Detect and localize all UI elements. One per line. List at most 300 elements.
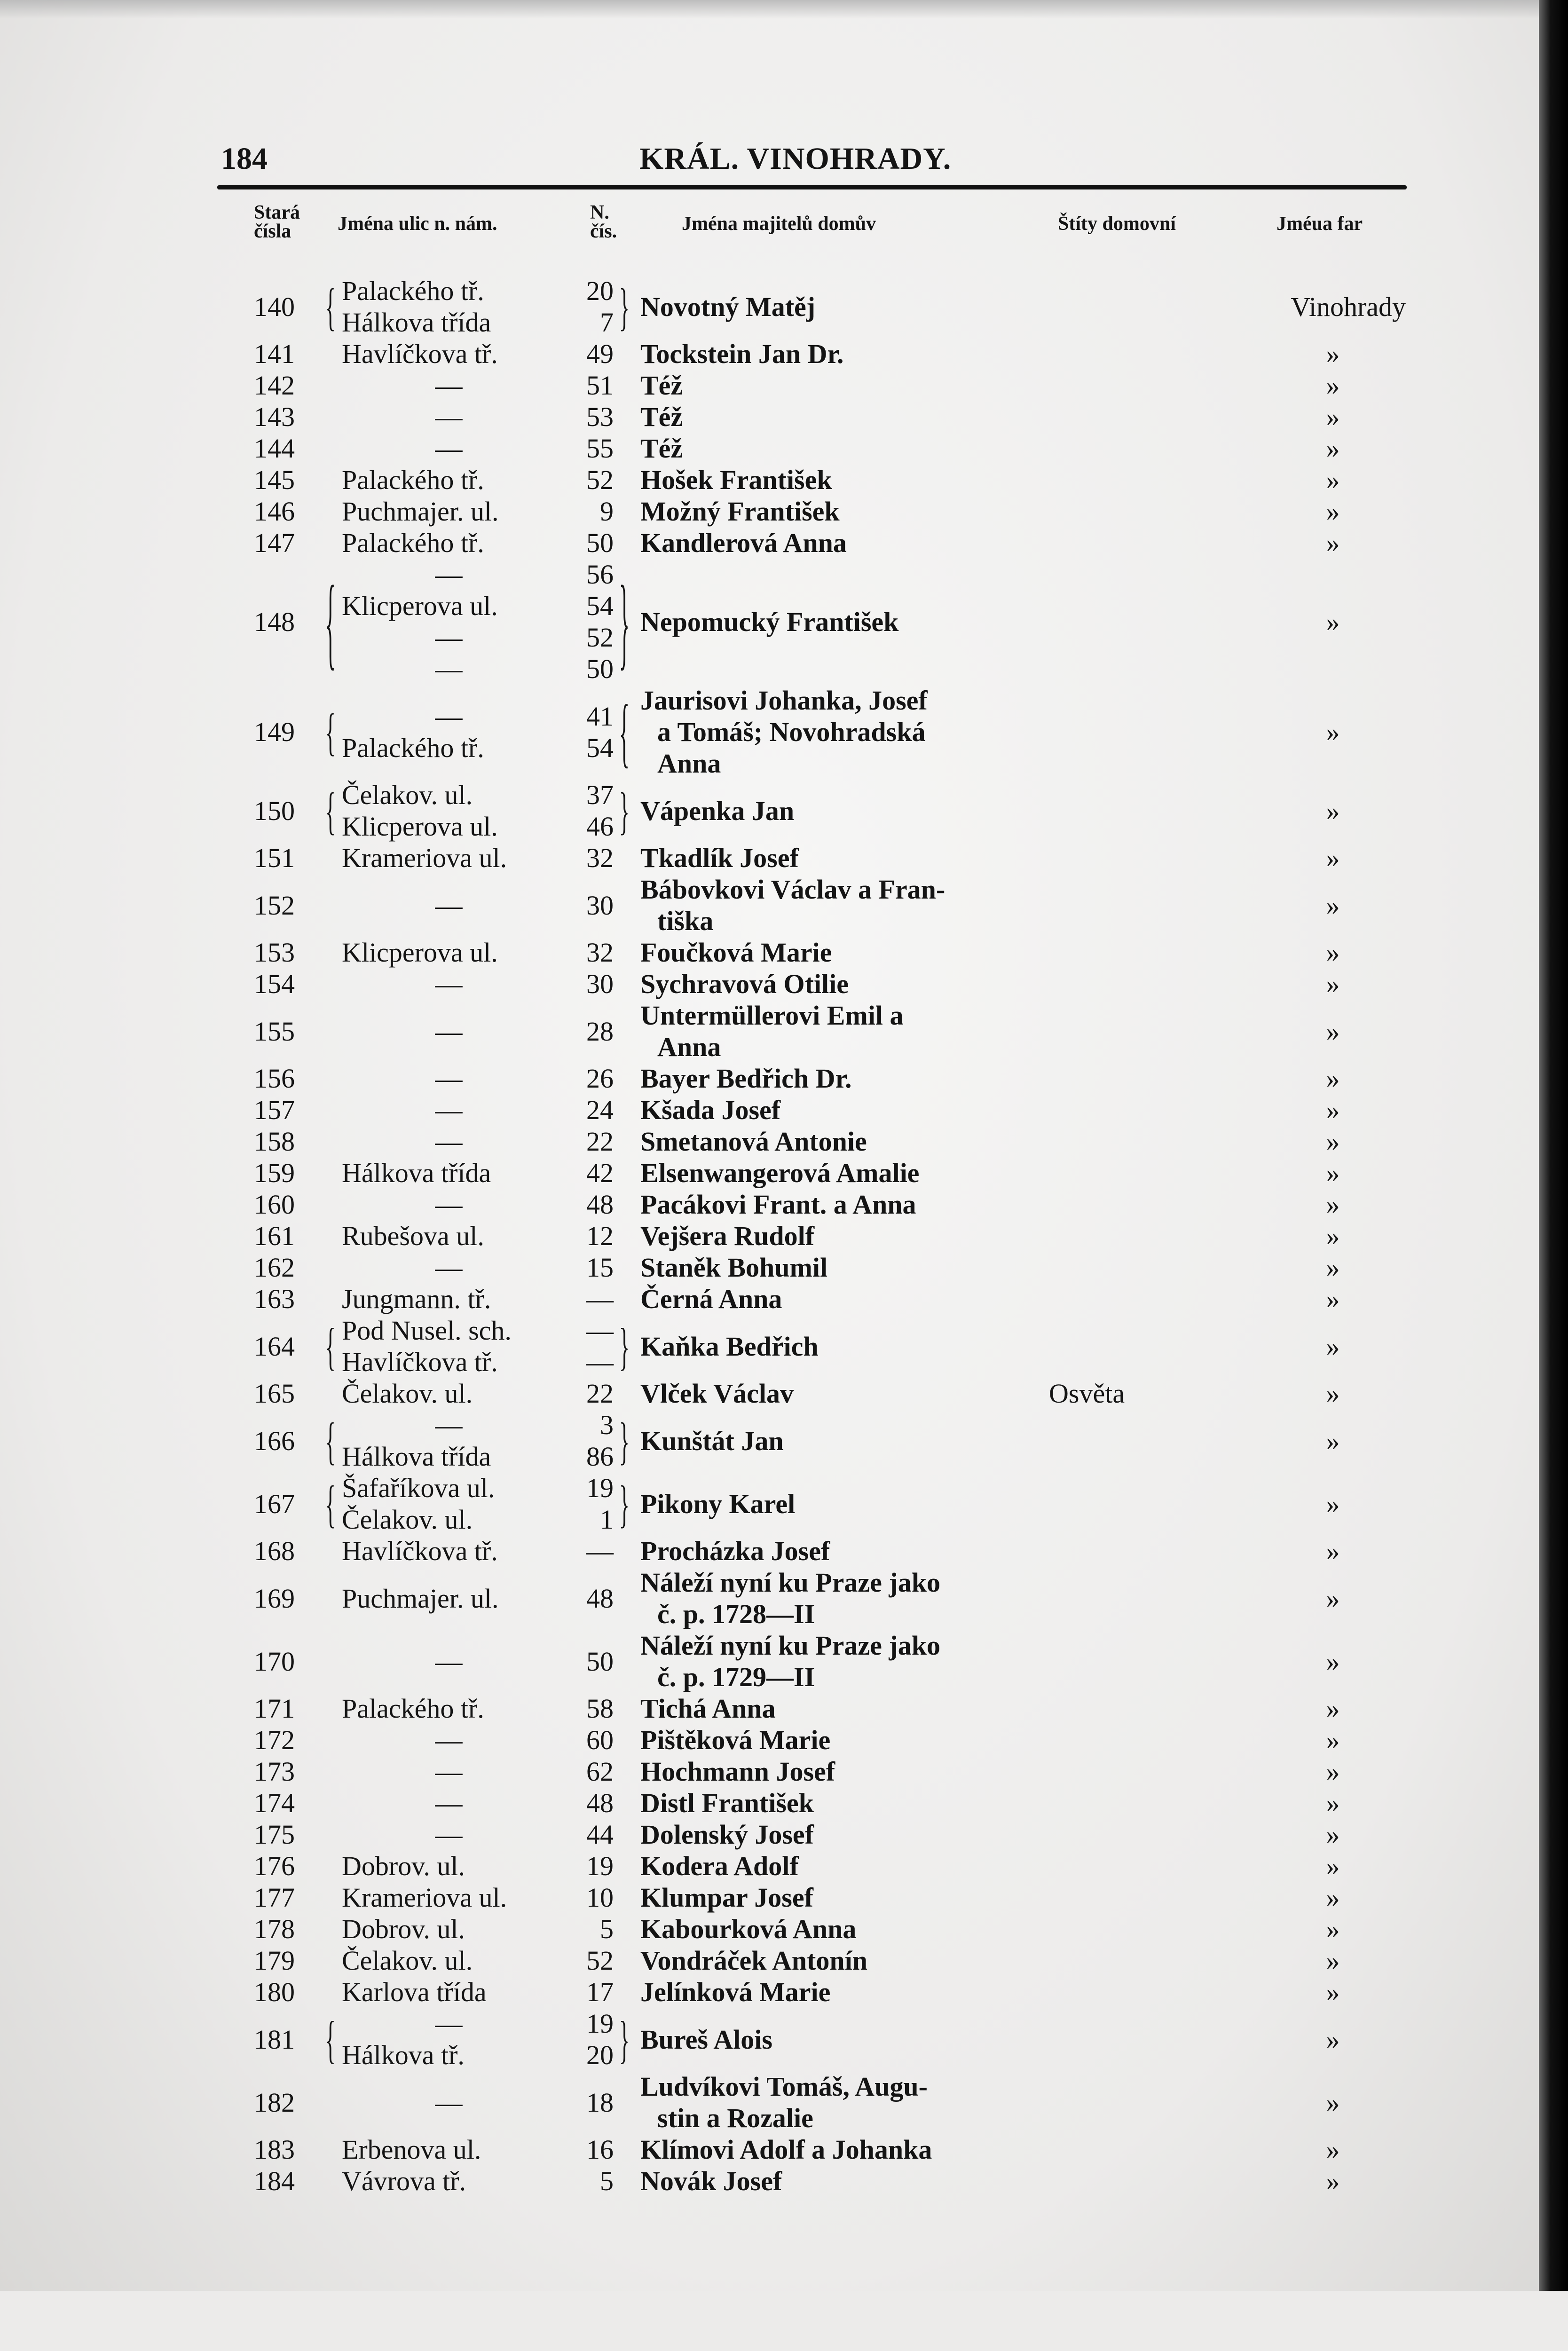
- house-number-cell: [555, 1094, 614, 1126]
- old-number: 166: [254, 1425, 295, 1456]
- ditto-mark: »: [1326, 606, 1340, 637]
- street-name: Krameriova ul.: [342, 1882, 507, 1913]
- right-brace-icon: }: [619, 563, 630, 680]
- owner-name: Kabourková Anna: [640, 1914, 857, 1944]
- ditto-mark: »: [1326, 1095, 1340, 1125]
- owner-cell: [640, 1882, 1016, 1913]
- house-number-cell: [555, 2008, 614, 2071]
- street-name: Pod Nusel. sch.: [342, 1315, 512, 1346]
- parish-cell: [1307, 968, 1359, 1000]
- owner-cell: [640, 779, 1016, 842]
- street-cell: [342, 1189, 556, 1220]
- old-number-cell: [254, 275, 324, 338]
- ditto-mark: »: [1326, 1016, 1340, 1047]
- owner-cell: [640, 1315, 1016, 1378]
- owner-name: Klímovi Adolf a Johanka: [640, 2134, 932, 2165]
- parish-cell: [1307, 370, 1359, 401]
- house-number: 42: [586, 1158, 614, 1188]
- house-number-cell: [555, 1252, 614, 1283]
- owner-name: tiška: [657, 906, 714, 936]
- street-name: —: [435, 1819, 463, 1850]
- owner-cell: [640, 496, 1016, 527]
- table-row: [0, 1315, 1568, 1378]
- street-cell: [342, 874, 556, 937]
- ditto-mark: »: [1326, 1425, 1340, 1456]
- house-number-cell: [555, 370, 614, 401]
- street-cell: [342, 401, 556, 433]
- owner-name: Jaurisovi Johanka, Josef: [640, 685, 928, 716]
- old-number: 154: [254, 969, 295, 999]
- owner-name: Tkadlík Josef: [640, 843, 799, 873]
- table-row: [0, 527, 1568, 559]
- house-number-cell: [555, 874, 614, 937]
- page-number: 184: [221, 142, 268, 176]
- house-number: 16: [586, 2134, 614, 2165]
- house-number: 7: [600, 307, 614, 338]
- street-name: Dobrov. ul.: [342, 1851, 465, 1881]
- old-number: 153: [254, 937, 295, 968]
- owner-cell: [640, 1756, 1016, 1787]
- house-number: 41: [586, 701, 614, 732]
- house-number: 54: [586, 591, 614, 621]
- owner-cell: [640, 1220, 1016, 1252]
- parish-cell: [1307, 1945, 1359, 1976]
- street-name: Čelakov. ul.: [342, 1504, 473, 1535]
- owner-cell: [640, 1819, 1016, 1850]
- right-brace-icon: }: [619, 2010, 630, 2068]
- house-number: 46: [586, 811, 614, 842]
- ditto-mark: »: [1326, 2166, 1340, 2196]
- owner-name: Smetanová Antonie: [640, 1126, 867, 1157]
- owner-cell: [640, 1189, 1016, 1220]
- house-number-cell: [555, 1945, 614, 1976]
- street-name: Hálkova třída: [342, 1441, 491, 1472]
- old-number: 167: [254, 1488, 295, 1519]
- old-number-cell: [254, 1756, 324, 1787]
- old-number: 144: [254, 433, 295, 464]
- street-cell: [342, 338, 556, 370]
- owner-cell: [640, 1126, 1016, 1157]
- house-number: 50: [586, 528, 614, 558]
- table-row: [0, 842, 1568, 874]
- house-sign: Osvěta: [1049, 1378, 1125, 1409]
- col-header-line: N.: [590, 202, 609, 223]
- house-number: 28: [586, 1016, 614, 1047]
- old-number: 172: [254, 1725, 295, 1755]
- left-brace-icon: {: [325, 1317, 336, 1375]
- parish-cell: [1307, 527, 1359, 559]
- street-cell: [342, 1756, 556, 1787]
- table-row: [0, 1094, 1568, 1126]
- table-row: [0, 1378, 1568, 1409]
- owner-cell: [640, 937, 1016, 968]
- parish-cell: [1307, 937, 1359, 968]
- old-number-cell: [254, 1850, 324, 1882]
- parish-cell: [1307, 2165, 1359, 2197]
- street-cell: [342, 527, 556, 559]
- street-cell: [342, 559, 556, 685]
- street-cell: [342, 433, 556, 464]
- old-number: 165: [254, 1378, 295, 1409]
- parish-name: Vinohrady: [1291, 291, 1406, 322]
- owner-cell: [640, 1535, 1016, 1567]
- left-brace-icon: {: [325, 781, 336, 840]
- street-cell: [342, 1693, 556, 1724]
- owner-name: Klumpar Josef: [640, 1882, 813, 1913]
- old-number: 148: [254, 606, 295, 637]
- house-number-cell: [555, 433, 614, 464]
- table-row: [0, 1283, 1568, 1315]
- parish-cell: [1307, 685, 1359, 779]
- house-number-cell: [555, 1819, 614, 1850]
- owner-cell: [640, 2071, 1016, 2134]
- street-name: Palackého tř.: [342, 732, 484, 763]
- old-number: 164: [254, 1331, 295, 1362]
- owner-cell: [640, 1724, 1016, 1756]
- owner-cell: [640, 1063, 1016, 1094]
- table-row: [0, 1693, 1568, 1724]
- street-name: Hálkova tř.: [342, 2040, 465, 2070]
- house-number: 9: [600, 496, 614, 527]
- house-number: 5: [600, 2166, 614, 2196]
- old-number-cell: [254, 1283, 324, 1315]
- old-number-cell: [254, 874, 324, 937]
- old-number-cell: [254, 433, 324, 464]
- parish-cell: [1307, 779, 1359, 842]
- street-cell: [342, 1094, 556, 1126]
- street-name: Šafaříkova ul.: [342, 1473, 495, 1503]
- old-number-cell: [254, 1945, 324, 1976]
- table-row: [0, 685, 1568, 779]
- house-number: 52: [586, 1945, 614, 1976]
- ditto-mark: »: [1326, 2134, 1340, 2165]
- table-row: [0, 937, 1568, 968]
- ditto-mark: »: [1326, 1331, 1340, 1362]
- house-number: 1: [600, 1504, 614, 1535]
- old-number: 177: [254, 1882, 295, 1913]
- street-name: Puchmajer. ul.: [342, 1583, 499, 1614]
- street-name: Palackého tř.: [342, 528, 484, 558]
- house-number-cell: [555, 1882, 614, 1913]
- table-row: [0, 1000, 1568, 1063]
- parish-cell: [1307, 1094, 1359, 1126]
- owner-name: Hochmann Josef: [640, 1756, 835, 1787]
- table-row: [0, 1976, 1568, 2008]
- street-cell: [342, 496, 556, 527]
- owner-name: Dolenský Josef: [640, 1819, 814, 1850]
- street-cell: [342, 937, 556, 968]
- house-number-cell: [555, 2071, 614, 2134]
- street-name: —: [435, 2008, 463, 2039]
- col-header-line: Stará: [254, 202, 300, 223]
- house-number: 52: [586, 465, 614, 495]
- house-number: 19: [586, 2008, 614, 2039]
- street-cell: [342, 1220, 556, 1252]
- ditto-mark: »: [1326, 1756, 1340, 1787]
- street-name: —: [435, 969, 463, 999]
- street-name: Klicperova ul.: [342, 937, 498, 968]
- right-brace-icon: }: [619, 1412, 630, 1470]
- parish-cell: [1307, 433, 1359, 464]
- old-number-cell: [254, 1567, 324, 1630]
- owner-name: Vápenka Jan: [640, 795, 795, 826]
- house-number: 44: [586, 1819, 614, 1850]
- old-number-cell: [254, 2071, 324, 2134]
- street-name: —: [435, 402, 463, 432]
- owner-name: Distl František: [640, 1788, 814, 1818]
- street-cell: [342, 1126, 556, 1157]
- old-number: 160: [254, 1189, 295, 1220]
- street-name: —: [435, 1189, 463, 1220]
- owner-name: Náleží nyní ku Praze jako: [640, 1567, 940, 1598]
- owner-cell: [640, 1094, 1016, 1126]
- house-number: 20: [586, 276, 614, 306]
- ditto-mark: »: [1326, 1488, 1340, 1519]
- owner-name: Anna: [657, 748, 721, 779]
- house-number-cell: [555, 2165, 614, 2197]
- old-number-cell: [254, 2165, 324, 2197]
- parish-cell: [1307, 338, 1359, 370]
- owner-cell: [640, 370, 1016, 401]
- street-name: Čelakov. ul.: [342, 780, 473, 810]
- owner-name: Bábovkovi Václav a Fran-: [640, 874, 946, 905]
- owner-name: Nepomucký František: [640, 606, 899, 637]
- street-name: —: [435, 433, 463, 464]
- owner-cell: [640, 1787, 1016, 1819]
- owner-cell: [640, 433, 1016, 464]
- ditto-mark: »: [1326, 1252, 1340, 1283]
- owner-name: Staněk Bohumil: [640, 1252, 828, 1283]
- old-number-cell: [254, 559, 324, 685]
- ditto-mark: »: [1326, 1693, 1340, 1724]
- table-row: [0, 1063, 1568, 1094]
- house-number-cell: [555, 1535, 614, 1567]
- parish-cell: [1307, 1378, 1359, 1409]
- street-name: —: [435, 1063, 463, 1094]
- ditto-mark: »: [1326, 1788, 1340, 1818]
- parish-cell: [1307, 1472, 1359, 1535]
- owner-name: Černá Anna: [640, 1284, 782, 1314]
- house-number: 30: [586, 969, 614, 999]
- col-header-house-signs: Štíty domovní: [1058, 213, 1176, 235]
- old-number: 158: [254, 1126, 295, 1157]
- table-row: [0, 2071, 1568, 2134]
- house-number: 26: [586, 1063, 614, 1094]
- table-row: [0, 1850, 1568, 1882]
- old-number-cell: [254, 527, 324, 559]
- house-number-cell: [555, 1000, 614, 1063]
- parish-cell: [1307, 1000, 1359, 1063]
- street-cell: [342, 464, 556, 496]
- house-number: 52: [586, 622, 614, 653]
- owner-name: Kunštát Jan: [640, 1425, 784, 1456]
- owner-name: Vlček Václav: [640, 1378, 794, 1409]
- house-number-cell: [555, 1630, 614, 1693]
- street-cell: [342, 1283, 556, 1315]
- table-row: [0, 1567, 1568, 1630]
- table-row: [0, 779, 1568, 842]
- owner-cell: [640, 527, 1016, 559]
- parish-cell: [1307, 842, 1359, 874]
- table-row: [0, 1189, 1568, 1220]
- ditto-mark: »: [1326, 2024, 1340, 2055]
- street-cell: [342, 1157, 556, 1189]
- street-cell: [342, 1252, 556, 1283]
- ditto-mark: »: [1326, 1126, 1340, 1157]
- old-number-cell: [254, 1472, 324, 1535]
- old-number: 155: [254, 1016, 295, 1047]
- owner-cell: [640, 1693, 1016, 1724]
- owner-name: Foučková Marie: [640, 937, 832, 968]
- left-brace-icon: {: [619, 688, 630, 776]
- street-name: —: [435, 1646, 463, 1677]
- house-number-cell: [555, 1157, 614, 1189]
- ditto-mark: »: [1326, 1851, 1340, 1881]
- street-name: Havlíčkova tř.: [342, 339, 498, 369]
- old-number-cell: [254, 1882, 324, 1913]
- owner-name: Vondráček Antonín: [640, 1945, 867, 1976]
- house-number-cell: [555, 1283, 614, 1315]
- house-number: 10: [586, 1882, 614, 1913]
- old-number: 141: [254, 339, 295, 369]
- ditto-mark: »: [1326, 1063, 1340, 1094]
- house-number-cell: [555, 1378, 614, 1409]
- ditto-mark: »: [1326, 1914, 1340, 1944]
- owner-cell: [640, 1472, 1016, 1535]
- owner-name: Bureš Alois: [640, 2024, 772, 2055]
- owner-name: Hošek František: [640, 465, 832, 495]
- parish-cell: [1307, 1315, 1359, 1378]
- street-name: Palackého tř.: [342, 276, 484, 306]
- owner-name: Kodera Adolf: [640, 1851, 799, 1881]
- street-name: Čelakov. ul.: [342, 1378, 473, 1409]
- old-number: 163: [254, 1284, 295, 1314]
- owner-cell: [640, 401, 1016, 433]
- old-number: 152: [254, 890, 295, 921]
- col-header-owner-names: Jména majitelů domův: [682, 213, 876, 235]
- owner-cell: [640, 559, 1016, 685]
- owner-cell: [640, 2008, 1016, 2071]
- owner-cell: [640, 1409, 1016, 1472]
- house-number-cell: [555, 2134, 614, 2165]
- house-number: 5: [600, 1914, 614, 1944]
- parish-cell: [1307, 1220, 1359, 1252]
- ditto-mark: »: [1326, 1977, 1340, 2007]
- left-brace-icon: {: [325, 563, 336, 680]
- ditto-mark: »: [1326, 1378, 1340, 1409]
- house-number: 48: [586, 1189, 614, 1220]
- owner-cell: [640, 1378, 1016, 1409]
- table-row: [0, 2165, 1568, 2197]
- table-row: [0, 401, 1568, 433]
- street-name: —: [435, 1788, 463, 1818]
- owner-name: č. p. 1728—II: [657, 1599, 815, 1629]
- parish-cell: [1307, 1819, 1359, 1850]
- house-number-cell: [555, 1220, 614, 1252]
- table-row: [0, 1882, 1568, 1913]
- house-number: —: [586, 1347, 614, 1377]
- table-row: [0, 2134, 1568, 2165]
- house-number: 62: [586, 1756, 614, 1787]
- street-cell: [342, 1945, 556, 1976]
- old-number: 175: [254, 1819, 295, 1850]
- house-number-cell: [555, 842, 614, 874]
- right-brace-icon: }: [619, 1317, 630, 1375]
- street-cell: [342, 779, 556, 842]
- ditto-mark: »: [1326, 969, 1340, 999]
- street-cell: [342, 2071, 556, 2134]
- ditto-mark: »: [1326, 1819, 1340, 1850]
- house-number-cell: [555, 1787, 614, 1819]
- ditto-mark: »: [1326, 1583, 1340, 1614]
- street-name: —: [435, 370, 463, 401]
- house-number: 12: [586, 1221, 614, 1251]
- old-number-cell: [254, 937, 324, 968]
- old-number: 147: [254, 528, 295, 558]
- parish-cell: [1269, 275, 1406, 338]
- ditto-mark: »: [1326, 1189, 1340, 1220]
- ditto-mark: »: [1326, 2087, 1340, 2118]
- left-brace-icon: {: [325, 1412, 336, 1470]
- old-number-cell: [254, 1094, 324, 1126]
- ditto-mark: »: [1326, 1284, 1340, 1314]
- street-cell: [342, 1724, 556, 1756]
- street-cell: [342, 1535, 556, 1567]
- page-title: KRÁL. VINOHRADY.: [639, 142, 952, 176]
- street-name: Palackého tř.: [342, 465, 484, 495]
- owner-cell: [640, 1850, 1016, 1882]
- table-row: [0, 1252, 1568, 1283]
- house-number-cell: [555, 1724, 614, 1756]
- old-number: 181: [254, 2024, 295, 2055]
- table-row: [0, 968, 1568, 1000]
- street-name: Jungmann. tř.: [342, 1284, 491, 1314]
- old-number-cell: [254, 1189, 324, 1220]
- table-row: [0, 496, 1568, 527]
- ditto-mark: »: [1326, 402, 1340, 432]
- street-cell: [342, 685, 556, 779]
- house-number: 54: [586, 732, 614, 763]
- house-number-cell: [555, 685, 614, 779]
- house-sign-cell: [1049, 1378, 1125, 1409]
- old-number-cell: [254, 779, 324, 842]
- street-name: Krameriova ul.: [342, 843, 507, 873]
- old-number-cell: [254, 1913, 324, 1945]
- ditto-mark: »: [1326, 795, 1340, 826]
- house-number: 32: [586, 937, 614, 968]
- ditto-mark: »: [1326, 465, 1340, 495]
- old-number: 180: [254, 1977, 295, 2007]
- ditto-mark: »: [1326, 1221, 1340, 1251]
- old-number-cell: [254, 2134, 324, 2165]
- ditto-mark: »: [1326, 1725, 1340, 1755]
- owner-name: Též: [640, 370, 683, 401]
- old-number-cell: [254, 1000, 324, 1063]
- table-row: [0, 1126, 1568, 1157]
- house-number: 18: [586, 2087, 614, 2118]
- table-row: [0, 1819, 1568, 1850]
- house-number: 50: [586, 654, 614, 684]
- house-number: 56: [586, 559, 614, 590]
- house-number: —: [586, 1284, 614, 1314]
- old-number: 157: [254, 1095, 295, 1125]
- parish-cell: [1307, 1756, 1359, 1787]
- old-number-cell: [254, 1409, 324, 1472]
- old-number: 173: [254, 1756, 295, 1787]
- table-row: [0, 874, 1568, 937]
- ditto-mark: »: [1326, 1945, 1340, 1976]
- old-number: 170: [254, 1646, 295, 1677]
